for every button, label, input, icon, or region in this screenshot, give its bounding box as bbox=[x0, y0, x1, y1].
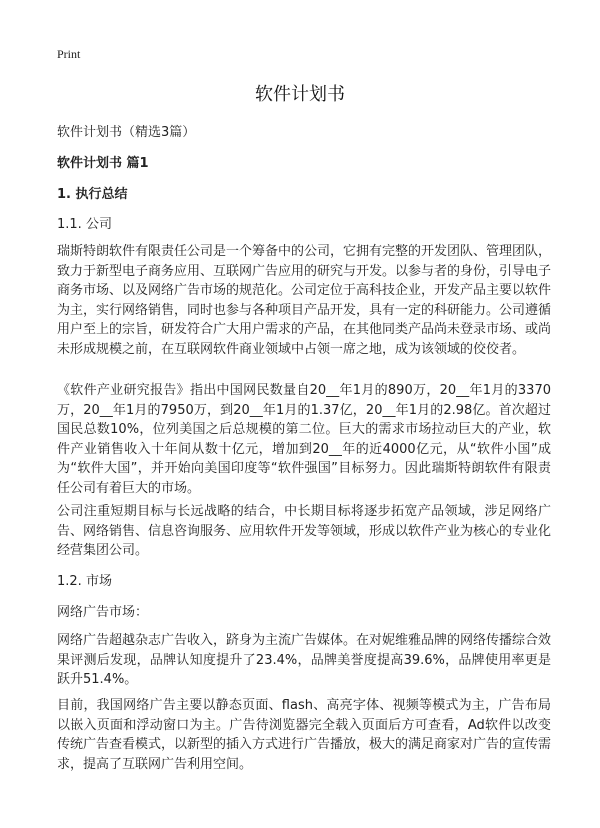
paragraph-ad-modes: 目前，我国网络广告主要以静态页面、flash、高亮字体、视频等模式为主，广告布局以嵌入页面和浮动窗口为主。广告待浏览器完全载入页面后方可查看，Ad软件以改变传统广告查看模式，以新型的插入方式进行广告播放，极大的满足商家对广告的宣传需求，提高了互联网广告利用空间。 bbox=[57, 698, 552, 772]
document-title: 软件计划书 bbox=[255, 84, 345, 105]
market-label: 网络广告市场： bbox=[57, 605, 149, 620]
heading-market: 1.2. 市场 bbox=[57, 574, 112, 589]
section-title: 软件计划书 篇1 bbox=[57, 156, 149, 171]
document-subtitle: 软件计划书（精选3篇） bbox=[57, 125, 196, 140]
paragraph-industry-report: 《软件产业研究报告》指出中国网民数量自20__年1月的890万，20__年1月的3370万，20__年1月的7950万，到20__年1月的1.37亿，20__年1月的2.98亿。首次超过国民总数10%，位列美国之后总规模的第二位。巨大的需求市场拉动巨大的产业，软件产业销售收入十年间从数十亿元，增加到20__年的近4000亿元，从“软件小国”成为“软件大国”，并开始向美国印度等“软件强国”目标努力。因此瑞斯特朗软件有限责任公司有着巨大的市场。 bbox=[57, 383, 551, 496]
heading-executive-summary: 1. 执行总结 bbox=[57, 187, 128, 202]
print-label: Print bbox=[57, 47, 81, 61]
heading-company: 1.1. 公司 bbox=[57, 217, 112, 232]
paragraph-strategy: 公司注重短期目标与长远战略的结合，中长期目标将逐步拓宽产品领域，涉足网络广告、网络销售、信息咨询服务、应用软件开发等领域，形成以软件产业为核心的专业化经营集团公司。 bbox=[57, 504, 552, 559]
paragraph-ad-market: 网络广告超越杂志广告收入，跻身为主流广告媒体。在对妮维雅品牌的网络传播综合效果评测后发现，品牌认知度提升了23.4%，品牌美誉度提高39.6%，品牌使用率更是跃升51.4%。 bbox=[57, 633, 552, 688]
paragraph-company-intro: 瑞斯特朗软件有限责任公司是一个筹备中的公司，它拥有完整的开发团队、管理团队，致力于新型电子商务应用、互联网广告应用的研究与开发。以参与者的身份，引导电子商务市场、以及网络广告市场的规范化。公司定位于高科技企业，开发产品主要以软件为主，实行网络销售，同时也参与各种项目产品开发，具有一定的科研能力。公司遵循用户至上的宗旨，研发符合广大用户需求的产品，在其他同类产品尚未登录市场、或尚未形成规模之前，在互联网软件商业领域中占领一席之地，成为该领域的佼佼者。 bbox=[57, 244, 552, 357]
